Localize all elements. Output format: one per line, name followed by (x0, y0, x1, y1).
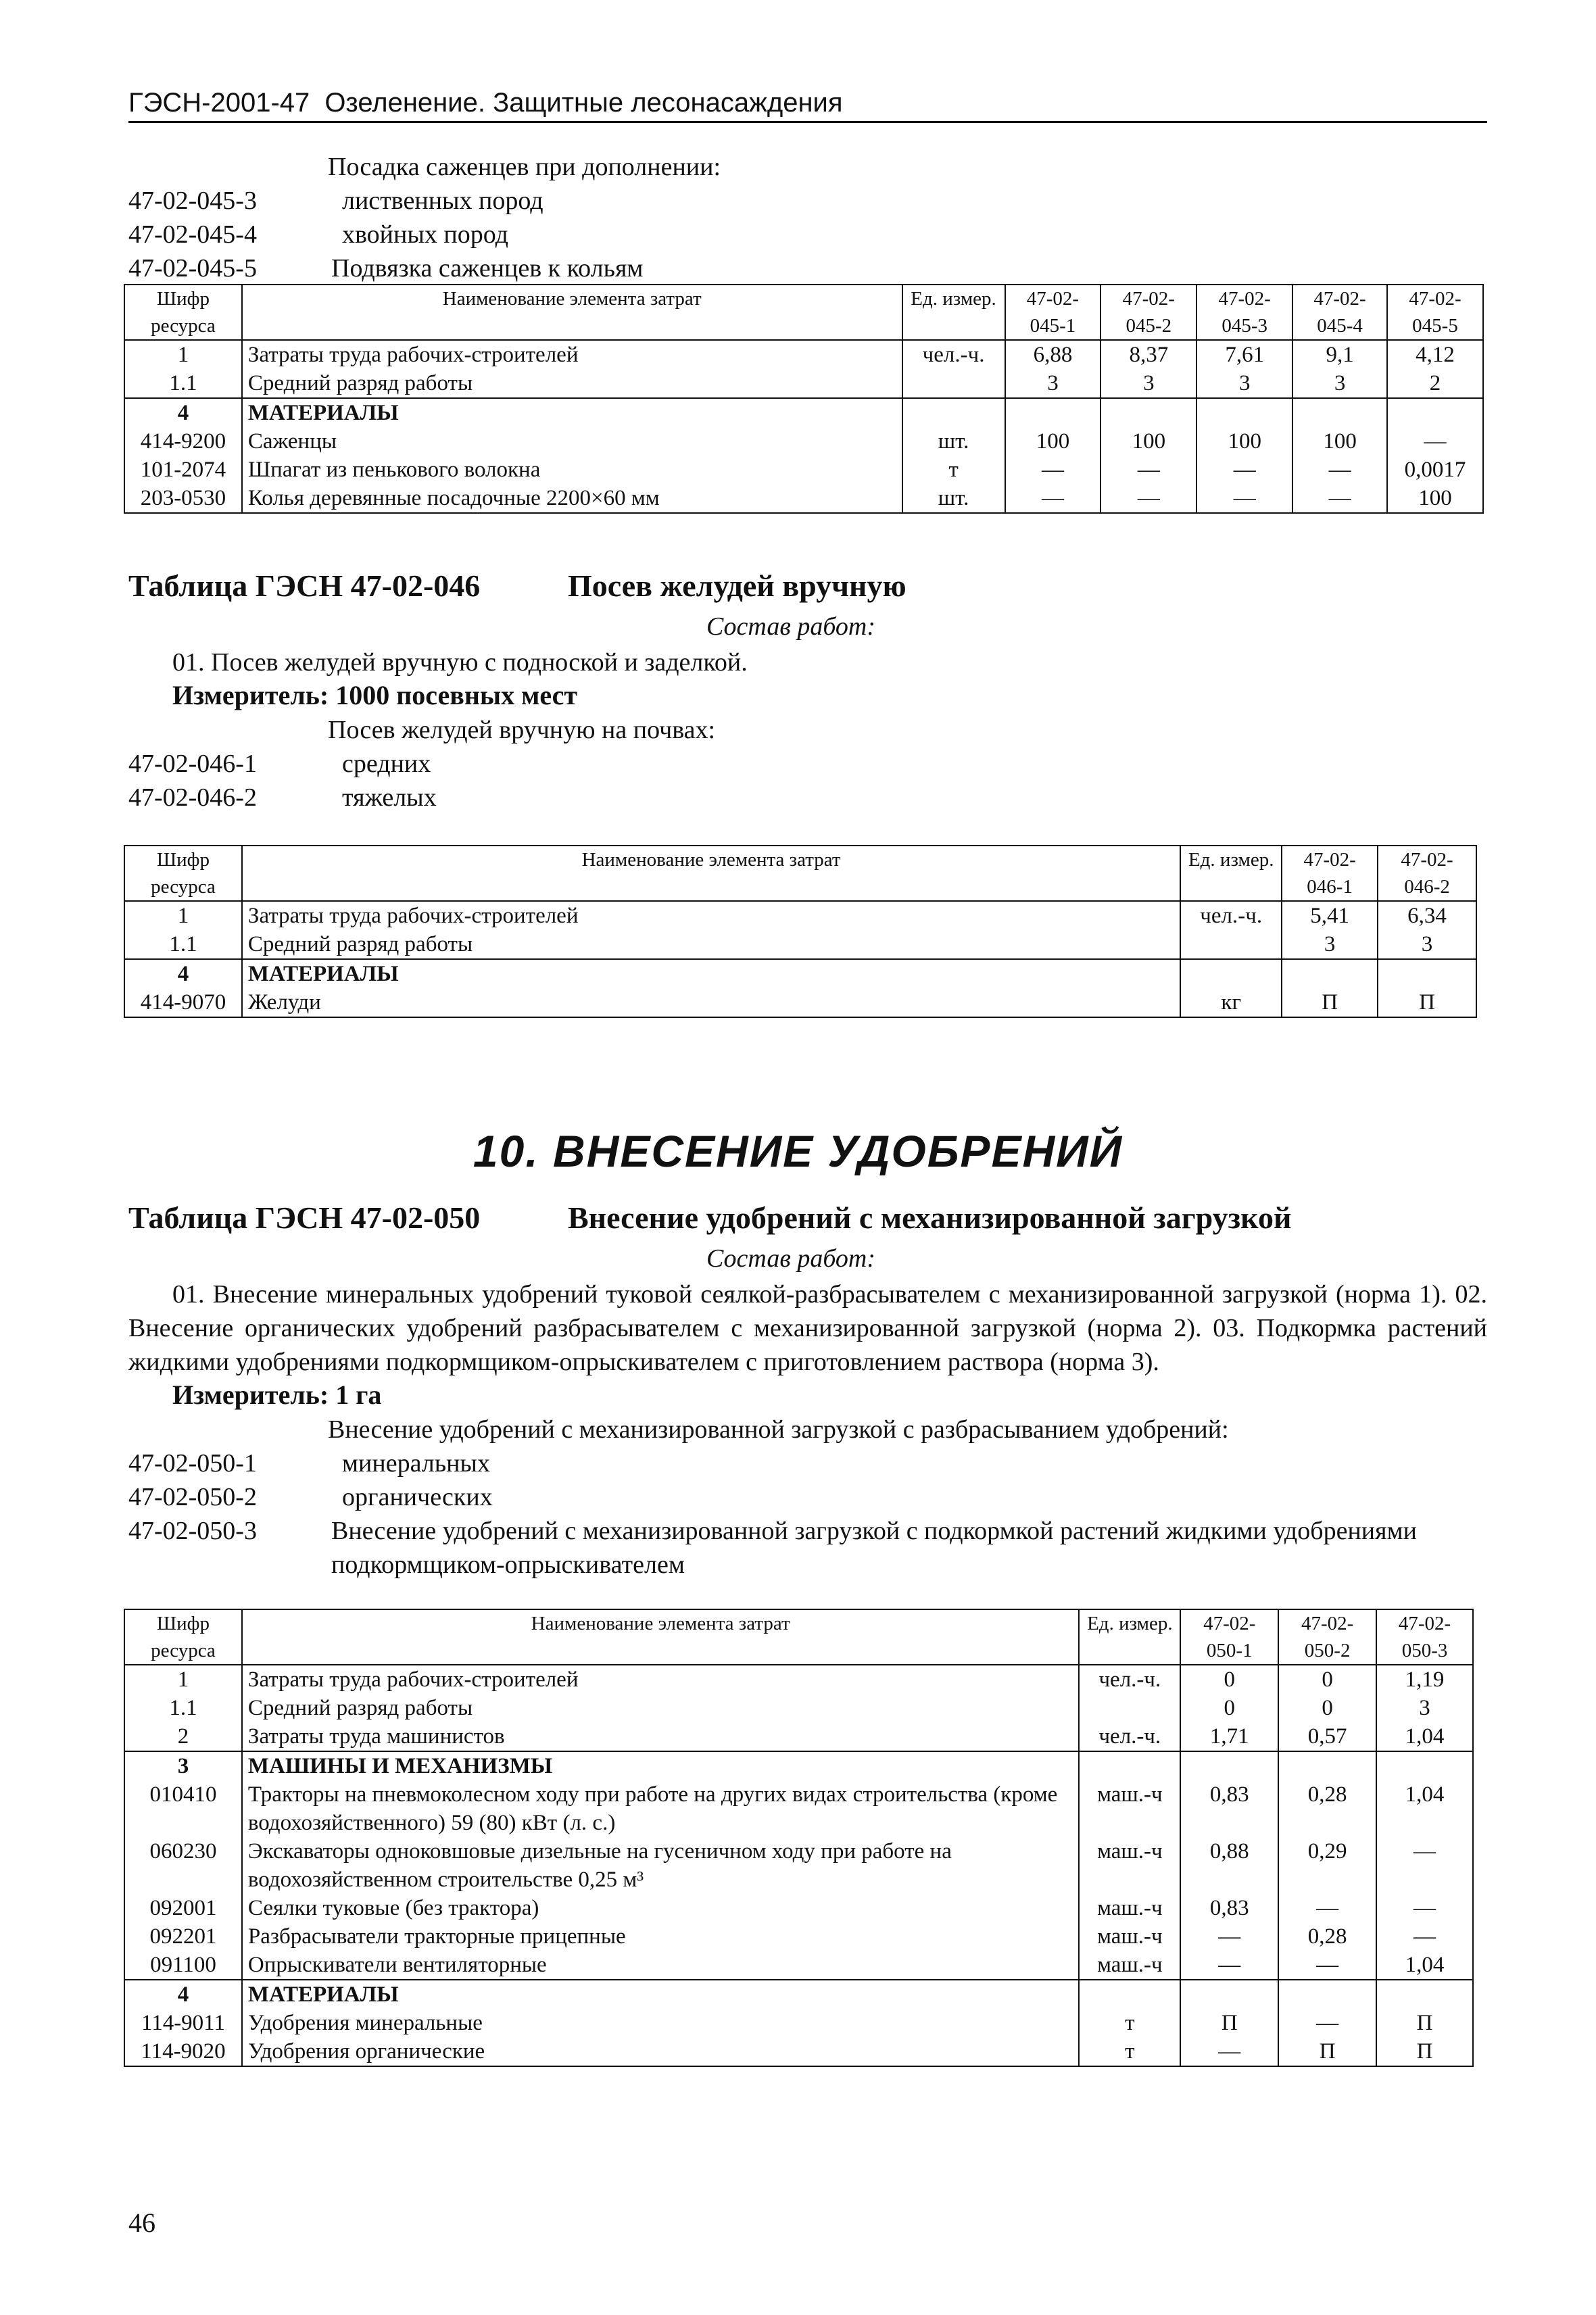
item-code: 47-02-046-1 (128, 750, 257, 778)
table-row (124, 930, 1476, 959)
cell-code: 060230 (124, 1837, 242, 1894)
cell-value: 1,71 (1180, 1722, 1278, 1751)
composition-label: Состав работ: (706, 612, 876, 641)
table-row (124, 369, 1483, 398)
cell-value: 7,61 (1196, 340, 1292, 369)
section-heading: 10. ВНЕСЕНИЕ УДОБРЕНИЙ (473, 1126, 1123, 1176)
cell-value: — (1180, 2037, 1278, 2066)
cell-value: П (1282, 988, 1378, 1017)
doc-title: Озеленение. Защитные лесонасаждения (324, 88, 843, 118)
table-row (124, 959, 1476, 988)
work-description: 01. Внесение минеральных удобрений туковой сеялкой-разбрасывателем с механизированной загрузкой (норма 1). 02. Внесение органических удобрений разбрасывателем с механизированной загрузкой (норма 2). 03. Подкормка растений жидкими удобрениями подкормщиком-опрыскивателем с приготовлением раствора (норма 3). (128, 1280, 1487, 1376)
item-name: лиственных пород (342, 187, 543, 215)
cell-value: 3 (1005, 369, 1101, 398)
cell-code: 4 (124, 1980, 242, 2009)
cell-unit (1079, 1751, 1180, 1780)
cell-value: 0,28 (1278, 1780, 1376, 1837)
cell-value: — (1292, 456, 1387, 484)
table-row (124, 1837, 1473, 1894)
cell-value: 100 (1101, 427, 1196, 456)
running-header (128, 88, 1487, 123)
cell-unit: чел.-ч. (902, 340, 1005, 369)
cell-value: — (1387, 427, 1483, 456)
cell-value: 0 (1180, 1665, 1278, 1694)
header-unit: Ед. измер. (1180, 846, 1282, 901)
cell-value: 0,28 (1278, 1922, 1376, 1951)
cell-value: 3 (1282, 930, 1378, 959)
cell-name: Опрыскиватели вентиляторные (242, 1951, 1080, 1980)
lead-046: Посев желудей вручную на почвах: (328, 716, 716, 744)
cell-code: 414-9070 (124, 988, 242, 1017)
cell-code: 1.1 (124, 1694, 242, 1722)
cell-value: — (1005, 456, 1101, 484)
cell-name: Средний разряд работы (242, 369, 902, 398)
cell-value: 0,83 (1180, 1894, 1278, 1922)
code-list-045 (128, 150, 1487, 285)
cell-value: — (1180, 1951, 1278, 1980)
cell-value: 2 (1387, 369, 1483, 398)
code-list-050 (128, 1413, 1487, 1582)
cell-code: 114-9011 (124, 2009, 242, 2037)
cell-unit: т (1079, 2009, 1180, 2037)
lead-050: Внесение удобрений с механизированной загрузкой с разбрасыванием удобрений: (328, 1415, 1229, 1444)
doc-code: ГЭСН-2001-47 (128, 88, 310, 118)
cell-value: 8,37 (1101, 340, 1196, 369)
header-unit: Ед. измер. (902, 285, 1005, 340)
cell-unit: маш.-ч (1079, 1951, 1180, 1980)
table-title-code: Таблица ГЭСН 47-02-050 (128, 1200, 481, 1235)
cell-name: Затраты труда машинистов (242, 1722, 1080, 1751)
cell-value: 3 (1376, 1694, 1473, 1722)
table-row (124, 456, 1483, 484)
cell-name: Затраты труда рабочих-строителей (242, 901, 1180, 930)
cell-code: 091100 (124, 1951, 242, 1980)
cell-value: — (1196, 456, 1292, 484)
table-row (124, 901, 1476, 930)
cell-value (1376, 1980, 1473, 2009)
cell-unit (1079, 1980, 1180, 2009)
header-col: 47-02-045-1 (1005, 285, 1101, 340)
cell-value: — (1376, 1894, 1473, 1922)
table-row (124, 1751, 1473, 1780)
cell-unit: т (902, 456, 1005, 484)
cell-unit: чел.-ч. (1079, 1665, 1180, 1694)
code-list-046 (128, 713, 1487, 814)
cell-code: 4 (124, 398, 242, 427)
cell-value: 0,88 (1180, 1837, 1278, 1894)
table-row (124, 1665, 1473, 1694)
table-row (124, 398, 1483, 427)
item-name: минеральных (342, 1449, 490, 1478)
cell-value: П (1376, 2009, 1473, 2037)
table-row (124, 1780, 1473, 1837)
cell-unit: шт. (902, 484, 1005, 513)
table-row (124, 2037, 1473, 2066)
table-title-050 (128, 1200, 1292, 1236)
page-number: 46 (128, 2208, 155, 2238)
cell-value (1101, 398, 1196, 427)
cell-value: 0,29 (1278, 1837, 1376, 1894)
cell-unit: чел.-ч. (1180, 901, 1282, 930)
cell-code: 114-9020 (124, 2037, 242, 2066)
norm-table-045 (124, 284, 1484, 514)
cell-value: 0 (1278, 1665, 1376, 1694)
header-col: 47-02-045-5 (1387, 285, 1483, 340)
cell-code: 414-9200 (124, 427, 242, 456)
cell-value: 0 (1278, 1694, 1376, 1722)
cell-code: 1.1 (124, 930, 242, 959)
item-name: средних (342, 750, 431, 778)
cell-value: — (1292, 484, 1387, 513)
table-row (124, 340, 1483, 369)
cell-value: 100 (1387, 484, 1483, 513)
header-col: 47-02-045-4 (1292, 285, 1387, 340)
cell-value: — (1278, 2009, 1376, 2037)
cell-code: 1 (124, 901, 242, 930)
table-row (124, 427, 1483, 456)
table-header-row (124, 846, 1476, 901)
cell-name: МАТЕРИАЛЫ (242, 1980, 1080, 2009)
cell-value: — (1180, 1922, 1278, 1951)
cell-unit: чел.-ч. (1079, 1722, 1180, 1751)
table-row (124, 1694, 1473, 1722)
cell-code: 1 (124, 1665, 242, 1694)
cell-value: 6,34 (1378, 901, 1476, 930)
cell-code: 2 (124, 1722, 242, 1751)
cell-value: 3 (1101, 369, 1196, 398)
cell-value: — (1101, 484, 1196, 513)
cell-name: Сеялки туковые (без трактора) (242, 1894, 1080, 1922)
table-header-row (124, 285, 1483, 340)
table-row (124, 1894, 1473, 1922)
item-code: 47-02-046-2 (128, 783, 257, 812)
cell-value: П (1376, 2037, 1473, 2066)
table-title-name: Внесение удобрений с механизированной загрузкой (568, 1200, 1292, 1235)
cell-value: 4,12 (1387, 340, 1483, 369)
cell-value: — (1101, 456, 1196, 484)
cell-value: 3 (1196, 369, 1292, 398)
cell-name: Тракторы на пневмоколесном ходу при работе на других видах строительства (кроме водохозяйственного) 59 (80) кВт (л. с.) (242, 1780, 1080, 1837)
item-code: 47-02-050-2 (128, 1483, 257, 1511)
cell-code: 1 (124, 340, 242, 369)
item-name: Внесение удобрений с механизированной загрузкой с подкормкой растений жидкими удобрениями подкормщиком-опрыскивателем (331, 1517, 1418, 1579)
cell-name: Экскаваторы одноковшовые дизельные на гусеничном ходу при работе на водохозяйственном строительстве 0,25 м³ (242, 1837, 1080, 1894)
header-col: 47-02-050-2 (1278, 1609, 1376, 1665)
cell-unit (902, 398, 1005, 427)
cell-code: 1.1 (124, 369, 242, 398)
cell-code: 101-2074 (124, 456, 242, 484)
cell-unit (902, 369, 1005, 398)
lead-045: Посадка саженцев при дополнении: (328, 153, 721, 181)
cell-value: 0,0017 (1387, 456, 1483, 484)
cell-name: Удобрения органические (242, 2037, 1080, 2066)
cell-value (1378, 959, 1476, 988)
cell-value (1180, 1980, 1278, 2009)
cell-value: — (1278, 1951, 1376, 1980)
cell-value: П (1378, 988, 1476, 1017)
cell-name: МАТЕРИАЛЫ (242, 959, 1180, 988)
cell-code: 4 (124, 959, 242, 988)
table-row (124, 988, 1476, 1017)
measure-unit: Измеритель: 1000 посевных мест (172, 680, 578, 710)
cell-name: Разбрасыватели тракторные прицепные (242, 1922, 1080, 1951)
header-col: 47-02-050-3 (1376, 1609, 1473, 1665)
table-title-name: Посев желудей вручную (568, 568, 906, 603)
cell-value: 0 (1180, 1694, 1278, 1722)
header-col: 47-02-045-3 (1196, 285, 1292, 340)
table-row (124, 1951, 1473, 1980)
cell-value (1180, 1751, 1278, 1780)
cell-name: Затраты труда рабочих-строителей (242, 340, 902, 369)
header-name: Наименование элемента затрат (242, 846, 1180, 901)
table-row (124, 1922, 1473, 1951)
cell-value: 1,04 (1376, 1722, 1473, 1751)
cell-unit: кг (1180, 988, 1282, 1017)
cell-value (1387, 398, 1483, 427)
measure-unit: Измеритель: 1 га (172, 1380, 382, 1410)
cell-code: 010410 (124, 1780, 242, 1837)
table-title-046 (128, 568, 906, 604)
item-code: 47-02-045-3 (128, 187, 257, 215)
work-description: 01. Посев желудей вручную с подноской и заделкой. (172, 648, 748, 677)
cell-name: Удобрения минеральные (242, 2009, 1080, 2037)
composition-label: Состав работ: (706, 1244, 876, 1273)
cell-value: 3 (1292, 369, 1387, 398)
cell-name: Средний разряд работы (242, 930, 1180, 959)
cell-value: П (1278, 2037, 1376, 2066)
cell-code: 092001 (124, 1894, 242, 1922)
cell-value: 0,83 (1180, 1780, 1278, 1837)
header-code: Шифр ресурса (124, 846, 242, 901)
item-name: органических (342, 1483, 493, 1511)
cell-value: 9,1 (1292, 340, 1387, 369)
cell-name: Шпагат из пенькового волокна (242, 456, 902, 484)
item-name: тяжелых (342, 783, 437, 812)
header-code: Шифр ресурса (124, 1609, 242, 1665)
table-title-code: Таблица ГЭСН 47-02-046 (128, 568, 481, 603)
cell-value: 5,41 (1282, 901, 1378, 930)
item-code: 47-02-045-4 (128, 220, 257, 249)
cell-unit: маш.-ч (1079, 1837, 1180, 1894)
header-unit: Ед. измер. (1079, 1609, 1180, 1665)
cell-unit (1180, 930, 1282, 959)
cell-unit: т (1079, 2037, 1180, 2066)
table-row (124, 484, 1483, 513)
cell-value: 1,04 (1376, 1780, 1473, 1837)
cell-value (1005, 398, 1101, 427)
cell-value (1292, 398, 1387, 427)
item-name: Подвязка саженцев к кольям (331, 254, 644, 283)
table-header-row (124, 1609, 1473, 1665)
cell-value: — (1278, 1894, 1376, 1922)
cell-code: 203-0530 (124, 484, 242, 513)
cell-value: 100 (1292, 427, 1387, 456)
header-code: Шифр ресурса (124, 285, 242, 340)
item-code: 47-02-050-1 (128, 1449, 257, 1478)
cell-name: Колья деревянные посадочные 2200×60 мм (242, 484, 902, 513)
header-col: 47-02-046-2 (1378, 846, 1476, 901)
cell-unit (1079, 1694, 1180, 1722)
item-code: 47-02-050-3 (128, 1517, 257, 1545)
cell-value (1278, 1751, 1376, 1780)
cell-unit: маш.-ч (1079, 1922, 1180, 1951)
cell-name: Затраты труда рабочих-строителей (242, 1665, 1080, 1694)
cell-value: П (1180, 2009, 1278, 2037)
cell-name: МАШИНЫ И МЕХАНИЗМЫ (242, 1751, 1080, 1780)
cell-value: 100 (1196, 427, 1292, 456)
cell-value: — (1376, 1837, 1473, 1894)
cell-value (1376, 1751, 1473, 1780)
cell-value: 1,19 (1376, 1665, 1473, 1694)
header-col: 47-02-046-1 (1282, 846, 1378, 901)
item-code: 47-02-045-5 (128, 254, 257, 283)
norm-table-050 (124, 1609, 1474, 2067)
cell-name: Желуди (242, 988, 1180, 1017)
table-row (124, 1980, 1473, 2009)
cell-value: 1,04 (1376, 1951, 1473, 1980)
norm-table-046 (124, 845, 1477, 1018)
cell-code: 3 (124, 1751, 242, 1780)
cell-unit: шт. (902, 427, 1005, 456)
cell-value: 0,57 (1278, 1722, 1376, 1751)
cell-value (1278, 1980, 1376, 2009)
header-name: Наименование элемента затрат (242, 285, 902, 340)
table-row (124, 2009, 1473, 2037)
header-col: 47-02-045-2 (1101, 285, 1196, 340)
cell-value (1196, 398, 1292, 427)
cell-code: 092201 (124, 1922, 242, 1951)
cell-unit (1180, 959, 1282, 988)
cell-unit: маш.-ч (1079, 1894, 1180, 1922)
header-col: 47-02-050-1 (1180, 1609, 1278, 1665)
item-name: хвойных пород (342, 220, 508, 249)
cell-value: 100 (1005, 427, 1101, 456)
cell-name: Саженцы (242, 427, 902, 456)
cell-name: Средний разряд работы (242, 1694, 1080, 1722)
cell-value: 3 (1378, 930, 1476, 959)
cell-value: 6,88 (1005, 340, 1101, 369)
header-name: Наименование элемента затрат (242, 1609, 1080, 1665)
cell-value: — (1376, 1922, 1473, 1951)
cell-name: МАТЕРИАЛЫ (242, 398, 902, 427)
table-row (124, 1722, 1473, 1751)
cell-unit: маш.-ч (1079, 1780, 1180, 1837)
cell-value: — (1005, 484, 1101, 513)
cell-value (1282, 959, 1378, 988)
cell-value: — (1196, 484, 1292, 513)
